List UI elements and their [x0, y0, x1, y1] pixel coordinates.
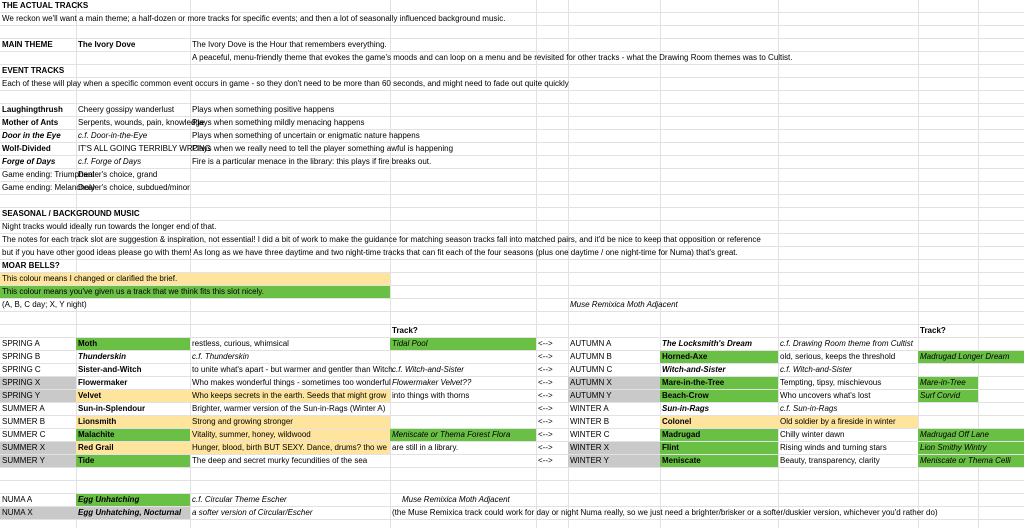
- sheet-cell[interactable]: MOAR BELLS?: [2, 261, 60, 270]
- sheet-cell[interactable]: Malachite: [76, 429, 190, 441]
- sheet-cell[interactable]: Surf Corvid: [918, 390, 978, 402]
- sheet-cell[interactable]: Flint: [660, 442, 778, 454]
- sheet-row: [0, 208, 1024, 221]
- sheet-cell[interactable]: Muse Remixica Moth Adjacent: [402, 495, 510, 504]
- sheet-row: [0, 390, 1024, 403]
- sheet-cell[interactable]: Beauty, transparency, clarity: [780, 456, 880, 465]
- sheet-row: [0, 117, 1024, 130]
- sheet-cell[interactable]: Sun-in-Rags: [662, 404, 710, 413]
- sheet-row: [0, 325, 1024, 338]
- sheet-cell[interactable]: Brighter, warmer version of the Sun-in-Rags (Winter A): [192, 404, 386, 413]
- sheet-cell[interactable]: AUTUMN Y: [568, 390, 660, 402]
- sheet-cell[interactable]: Mother of Ants: [2, 118, 59, 127]
- sheet-cell[interactable]: Flowermaker: [78, 378, 128, 387]
- sheet-cell[interactable]: Egg Unhatching, Nocturnal: [76, 507, 190, 519]
- sheet-cell[interactable]: c.f. Forge of Days: [78, 157, 142, 166]
- sheet-cell[interactable]: SUMMER C: [2, 430, 46, 439]
- sheet-cell[interactable]: WINTER A: [570, 404, 609, 413]
- sheet-cell[interactable]: Dealer's choice, grand: [78, 170, 158, 179]
- sheet-cell[interactable]: <-->: [538, 352, 553, 361]
- sheet-cell[interactable]: THE ACTUAL TRACKS: [2, 1, 89, 10]
- sheet-cell[interactable]: Strong and growing stronger: [190, 416, 390, 428]
- sheet-cell[interactable]: SUMMER A: [2, 404, 45, 413]
- sheet-cell[interactable]: Plays when something positive happens: [192, 105, 335, 114]
- sheet-cell[interactable]: Muse Remixica Moth Adjacent: [570, 300, 678, 309]
- sheet-cell[interactable]: SUMMER Y: [0, 455, 76, 467]
- sheet-cell[interactable]: SUMMER X: [0, 442, 76, 454]
- sheet-cell[interactable]: MAIN THEME: [2, 40, 53, 49]
- sheet-cell[interactable]: c.f. Witch-and-Sister: [780, 365, 852, 374]
- sheet-cell[interactable]: Witch-and-Sister: [662, 365, 726, 374]
- sheet-cell[interactable]: c.f. Door-in-the-Eye: [78, 131, 148, 140]
- sheet-cell[interactable]: Lionsmith: [76, 416, 190, 428]
- sheet-cell[interactable]: <-->: [538, 430, 553, 439]
- sheet-cell[interactable]: Each of these will play when a specific common event occurs in game - so they don't need to be more than 60 seconds, and might need to fade out quite quickly: [2, 79, 569, 88]
- sheet-cell[interactable]: Laughingthrush: [2, 105, 63, 114]
- sheet-cell[interactable]: Flowermaker Velvet??: [392, 378, 472, 387]
- sheet-row: [0, 130, 1024, 143]
- sheet-row: [0, 13, 1024, 26]
- sheet-cell[interactable]: Thunderskin: [78, 352, 127, 361]
- sheet-row: [0, 338, 1024, 351]
- sheet-cell[interactable]: SPRING X: [0, 377, 76, 389]
- sheet-cell[interactable]: a softer version of Circular/Escher: [192, 508, 313, 517]
- sheet-cell[interactable]: (the Muse Remixica track could work for day or night Numa really, so we just need a brighter/brisker or a softer/duskier version, whichever you'd rather do): [392, 508, 938, 517]
- sheet-cell[interactable]: Moth: [76, 338, 190, 350]
- sheet-cell[interactable]: <-->: [538, 404, 553, 413]
- sheet-row: [0, 221, 1024, 234]
- sheet-cell[interactable]: Forge of Days: [2, 157, 56, 166]
- sheet-cell[interactable]: The Ivory Dove is the Hour that remembers everything.: [192, 40, 387, 49]
- sheet-cell[interactable]: Beach-Crow: [660, 390, 778, 402]
- sheet-row: [0, 39, 1024, 52]
- sheet-cell[interactable]: Tempting, tipsy, mischievous: [780, 378, 882, 387]
- sheet-row: [0, 286, 1024, 299]
- sheet-cell[interactable]: Madrugad Longer Dream: [918, 351, 1024, 363]
- sheet-cell[interactable]: This colour means you've given us a track that we think fits this slot nicely.: [0, 286, 390, 298]
- sheet-cell[interactable]: Night tracks would ideally run towards the longer end of that.: [2, 222, 217, 231]
- sheet-row: [0, 65, 1024, 78]
- sheet-cell[interactable]: SPRING B: [2, 352, 41, 361]
- sheet-row: [0, 481, 1024, 494]
- sheet-row: [0, 403, 1024, 416]
- sheet-cell[interactable]: Egg Unhatching: [76, 494, 190, 506]
- sheet-cell[interactable]: WINTER C: [570, 430, 610, 439]
- sheet-cell[interactable]: <-->: [538, 391, 553, 400]
- sheet-cell[interactable]: (A, B, C day; X, Y night): [2, 300, 87, 309]
- sheet-cell[interactable]: Serpents, wounds, pain, knowledge: [78, 118, 205, 127]
- sheet-cell[interactable]: Plays when something mildly menacing happens: [192, 118, 365, 127]
- sheet-cell[interactable]: Vitality, summer, honey, wildwood: [190, 429, 390, 441]
- sheet-row: [0, 91, 1024, 104]
- sheet-cell[interactable]: but if you have other good ideas please go with them! As long as we have three daytime and two night-time tracks that can fit each of the four seasons (plus one daytime / one night-time for Numa) that's great.: [2, 248, 738, 257]
- sheet-cell[interactable]: into things with thorns: [392, 391, 470, 400]
- sheet-cell[interactable]: Wolf-Divided: [2, 144, 51, 153]
- sheet-cell[interactable]: Red Grail: [76, 442, 190, 454]
- sheet-cell[interactable]: WINTER X: [568, 442, 660, 454]
- sheet-cell[interactable]: Mare-in-Tree: [918, 377, 978, 389]
- sheet-cell[interactable]: Plays when something of uncertain or enigmatic nature happens: [192, 131, 420, 140]
- sheet-cell[interactable]: The deep and secret murky fecundities of the sea: [192, 456, 368, 465]
- sheet-cell[interactable]: Chilly winter dawn: [780, 430, 845, 439]
- sheet-cell[interactable]: EVENT TRACKS: [2, 66, 65, 75]
- sheet-cell[interactable]: AUTUMN X: [568, 377, 660, 389]
- sheet-cell[interactable]: The notes for each track slot are suggestion & inspiration, not essential! I did a bit of work to make the guidance for matching season tracks fall into matched pairs, and it'd be nice to keep that opposition or reference: [2, 235, 761, 244]
- sheet-cell[interactable]: Tidal Pool: [390, 338, 536, 350]
- sheet-cell[interactable]: NUMA A: [2, 495, 33, 504]
- sheet-cell[interactable]: <-->: [538, 378, 553, 387]
- sheet-cell[interactable]: c.f. Witch-and-Sister: [392, 365, 464, 374]
- sheet-row: [0, 143, 1024, 156]
- sheet-cell[interactable]: Who keeps secrets in the earth. Seeds that might grow: [190, 390, 390, 402]
- sheet-cell[interactable]: SPRING Y: [0, 390, 76, 402]
- sheet-cell[interactable]: restless, curious, whimsical: [192, 339, 289, 348]
- sheet-cell[interactable]: Madrugad Off Lane: [918, 429, 1024, 441]
- sheet-cell[interactable]: Cheery gossipy wanderlust: [78, 105, 175, 114]
- sheet-cell[interactable]: Old soldier by a fireside in winter: [778, 416, 918, 428]
- sheet-row: [0, 182, 1024, 195]
- sheet-cell[interactable]: <-->: [538, 365, 553, 374]
- sheet-cell[interactable]: SPRING C: [2, 365, 41, 374]
- sheet-row: [0, 234, 1024, 247]
- sheet-row: [0, 494, 1024, 507]
- sheet-row: [0, 299, 1024, 312]
- sheet-cell[interactable]: WINTER B: [570, 417, 610, 426]
- sheet-row: [0, 247, 1024, 260]
- sheet-cell[interactable]: We reckon we'll want a main theme; a half-dozen or more tracks for specific events; and then a lot of seasonally influenced background music.: [2, 14, 506, 23]
- sheet-row: [0, 507, 1024, 520]
- sheet-cell[interactable]: c.f. Sun-in-Rags: [780, 404, 838, 413]
- sheet-row: [0, 52, 1024, 65]
- sheet-row: [0, 351, 1024, 364]
- sheet-cell[interactable]: Hunger, blood, birth BUT SEXY. Dance, drums? tho we: [190, 442, 390, 454]
- sheet-cell[interactable]: WINTER Y: [568, 455, 660, 467]
- sheet-cell[interactable]: <-->: [538, 443, 553, 452]
- sheet-cell[interactable]: <-->: [538, 417, 553, 426]
- sheet-cell[interactable]: Track?: [920, 326, 946, 335]
- sheet-row: [0, 377, 1024, 390]
- sheet-cell[interactable]: to unite what's apart - but warmer and gentler than Witch: [192, 365, 393, 374]
- sheet-row: [0, 416, 1024, 429]
- sheet-cell[interactable]: NUMA X: [0, 507, 76, 519]
- sheet-cell[interactable]: Sister-and-Witch: [78, 365, 142, 374]
- sheet-cell[interactable]: Rising winds and turning stars: [780, 443, 887, 452]
- sheet-cell[interactable]: Plays when we really need to tell the player something awful is happening: [192, 144, 454, 153]
- sheet-cell[interactable]: Lion Smithy Wintry: [918, 442, 1024, 454]
- sheet-cell[interactable]: Game ending: Triumphant: [2, 170, 95, 179]
- sheet-row: [0, 195, 1024, 208]
- sheet-cell[interactable]: <-->: [538, 339, 553, 348]
- sheet-cell[interactable]: Game ending: Melancholy: [2, 183, 95, 192]
- sheet-cell[interactable]: <-->: [538, 456, 553, 465]
- sheet-cell[interactable]: are still in a library.: [392, 443, 459, 452]
- sheet-cell[interactable]: c.f. Circular Theme Escher: [192, 495, 287, 504]
- sheet-row: [0, 260, 1024, 273]
- sheet-cell[interactable]: Madrugad: [660, 429, 778, 441]
- sheet-cell[interactable]: Velvet: [76, 390, 190, 402]
- sheet-cell[interactable]: Mare-in-the-Tree: [660, 377, 778, 389]
- sheet-row: [0, 169, 1024, 182]
- sheet-cell[interactable]: IT'S ALL GOING TERRIBLY WRONG: [78, 144, 211, 153]
- sheet-cell[interactable]: The Ivory Dove: [78, 40, 136, 49]
- sheet-cell[interactable]: AUTUMN A: [570, 339, 612, 348]
- sheet-cell[interactable]: The Locksmith's Dream: [662, 339, 752, 348]
- sheet-cell[interactable]: Colonel: [660, 416, 778, 428]
- sheet-cell[interactable]: Tide: [76, 455, 190, 467]
- sheet-cell[interactable]: Sun-in-Splendour: [78, 404, 146, 413]
- sheet-cell[interactable]: c.f. Drawing Room theme from Cultist: [780, 339, 913, 348]
- sheet-row: [0, 273, 1024, 286]
- sheet-cell[interactable]: Track?: [392, 326, 418, 335]
- sheet-cell[interactable]: Fire is a particular menace in the library: this plays if fire breaks out.: [192, 157, 432, 166]
- sheet-row: [0, 156, 1024, 169]
- sheet-cell[interactable]: Who uncovers what's lost: [780, 391, 871, 400]
- sheet-cell[interactable]: Meniscate or Thema Celli: [918, 455, 1024, 467]
- sheet-cell[interactable]: Door in the Eye: [2, 131, 61, 140]
- sheet-cell[interactable]: SPRING A: [2, 339, 40, 348]
- sheet-row: [0, 364, 1024, 377]
- sheet-cell[interactable]: Who makes wonderful things - sometimes too wonderful: [192, 378, 391, 387]
- sheet-cell[interactable]: SUMMER B: [2, 417, 46, 426]
- sheet-row: [0, 455, 1024, 468]
- sheet-cell[interactable]: old, serious, keeps the threshold: [780, 352, 896, 361]
- sheet-row: [0, 26, 1024, 39]
- sheet-row: [0, 312, 1024, 325]
- sheet-cell[interactable]: A peaceful, menu-friendly theme that evokes the game's moods and can loop on a menu and be revisited for other tracks - what the Drawing Room themes was to Cultist.: [192, 53, 793, 62]
- sheet-cell[interactable]: Meniscate or Thema Forest Flora: [390, 429, 536, 441]
- sheet-row: [0, 429, 1024, 442]
- sheet-cell[interactable]: c.f. Thunderskin: [192, 352, 249, 361]
- sheet-cell[interactable]: AUTUMN C: [570, 365, 613, 374]
- sheet-cell[interactable]: Dealer's choice, subdued/minor: [78, 183, 190, 192]
- sheet-row: [0, 78, 1024, 91]
- sheet-row: [0, 104, 1024, 117]
- sheet-cell[interactable]: This colour means I changed or clarified the brief.: [0, 273, 390, 285]
- sheet-cell[interactable]: Horned-Axe: [660, 351, 778, 363]
- sheet-row: [0, 468, 1024, 481]
- sheet-cell[interactable]: SEASONAL / BACKGROUND MUSIC: [2, 209, 140, 218]
- sheet-row: [0, 442, 1024, 455]
- sheet-cell[interactable]: Meniscate: [660, 455, 778, 467]
- sheet-row: [0, 0, 1024, 13]
- sheet-cell[interactable]: AUTUMN B: [570, 352, 612, 361]
